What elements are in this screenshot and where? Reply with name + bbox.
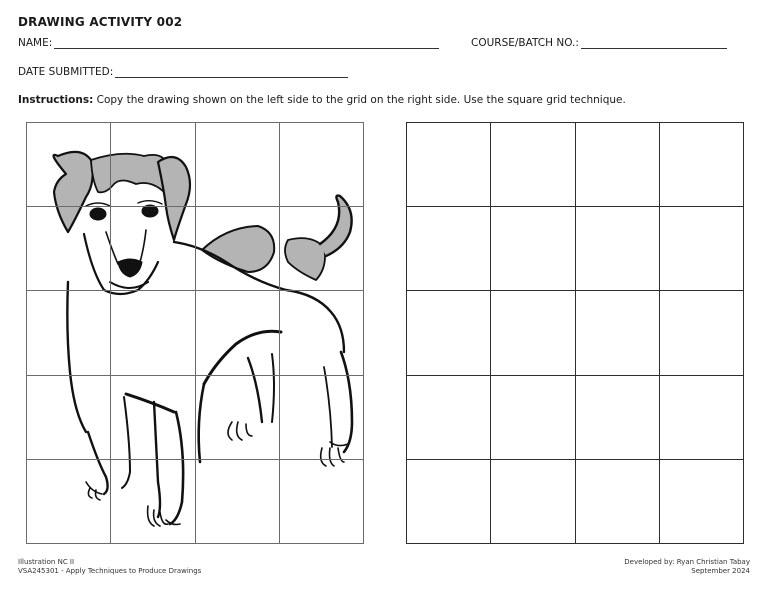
course-batch-field: [471, 37, 727, 49]
practice-grid-cell[interactable]: [407, 207, 491, 291]
grid-cell: [195, 291, 279, 375]
grid-cell: [27, 459, 111, 543]
practice-grid-cell[interactable]: [575, 459, 659, 543]
footer-date: September 2024: [691, 567, 750, 575]
practice-grid-cell[interactable]: [407, 375, 491, 459]
grid-cell: [195, 123, 279, 207]
instructions-text: Copy the drawing shown on the left side to the grid on the right side. Use the square grid technique.: [93, 94, 626, 106]
practice-grid-cell[interactable]: [659, 459, 743, 543]
practice-grid-cell[interactable]: [575, 123, 659, 207]
instructions: [18, 94, 626, 106]
grid-cell: [111, 459, 195, 543]
practice-grid-cell[interactable]: [407, 459, 491, 543]
grid-cell: [279, 291, 363, 375]
practice-grid-cell[interactable]: [659, 207, 743, 291]
drawing-practice-grid: [406, 122, 744, 544]
grid-cell: [195, 207, 279, 291]
practice-grid-cell[interactable]: [659, 123, 743, 207]
footer-author: Developed by: Ryan Christian Tabay: [624, 558, 750, 566]
footer-course-info: [18, 558, 201, 576]
grid-cell: [111, 291, 195, 375]
practice-grid-cell[interactable]: [407, 291, 491, 375]
practice-grid-cell[interactable]: [575, 291, 659, 375]
grid-cell: [279, 207, 363, 291]
grid-cell: [111, 207, 195, 291]
date-submitted-input-line[interactable]: [115, 67, 348, 78]
footer-unit-code: VSA245301 - Apply Techniques to Produce Drawings: [18, 567, 202, 575]
footer-author-info: [624, 558, 750, 576]
grid-cell: [111, 123, 195, 207]
practice-grid-cell[interactable]: [491, 459, 575, 543]
practice-grid-cell[interactable]: [659, 375, 743, 459]
grid-cell: [195, 375, 279, 459]
practice-grid-cell[interactable]: [491, 123, 575, 207]
course-batch-input-line[interactable]: [581, 38, 727, 49]
practice-grid-cell[interactable]: [575, 375, 659, 459]
practice-grid-cell[interactable]: [491, 375, 575, 459]
date-submitted-label: DATE SUBMITTED:: [18, 66, 114, 78]
name-field: [18, 37, 439, 49]
grid-cell: [27, 291, 111, 375]
name-input-line[interactable]: [54, 38, 439, 49]
practice-grid-cell[interactable]: [491, 207, 575, 291]
grid-cell: [279, 375, 363, 459]
practice-grid-cell[interactable]: [407, 123, 491, 207]
grid-cell: [27, 207, 111, 291]
date-submitted-field: [18, 66, 348, 78]
reference-grid: [26, 122, 364, 544]
practice-grid-cell[interactable]: [575, 207, 659, 291]
practice-grid-cell[interactable]: [659, 291, 743, 375]
grid-cell: [111, 375, 195, 459]
grid-cell: [195, 459, 279, 543]
course-batch-label: COURSE/BATCH NO.:: [471, 37, 579, 49]
grid-cell: [279, 123, 363, 207]
footer-course-name: Illustration NC II: [18, 558, 75, 566]
instructions-label: Instructions:: [18, 94, 94, 106]
grid-cell: [27, 375, 111, 459]
grid-cell: [27, 123, 111, 207]
practice-grid-cell[interactable]: [491, 291, 575, 375]
grid-cell: [279, 459, 363, 543]
activity-title: DRAWING ACTIVITY 002: [18, 15, 183, 29]
name-label: NAME:: [18, 37, 53, 49]
